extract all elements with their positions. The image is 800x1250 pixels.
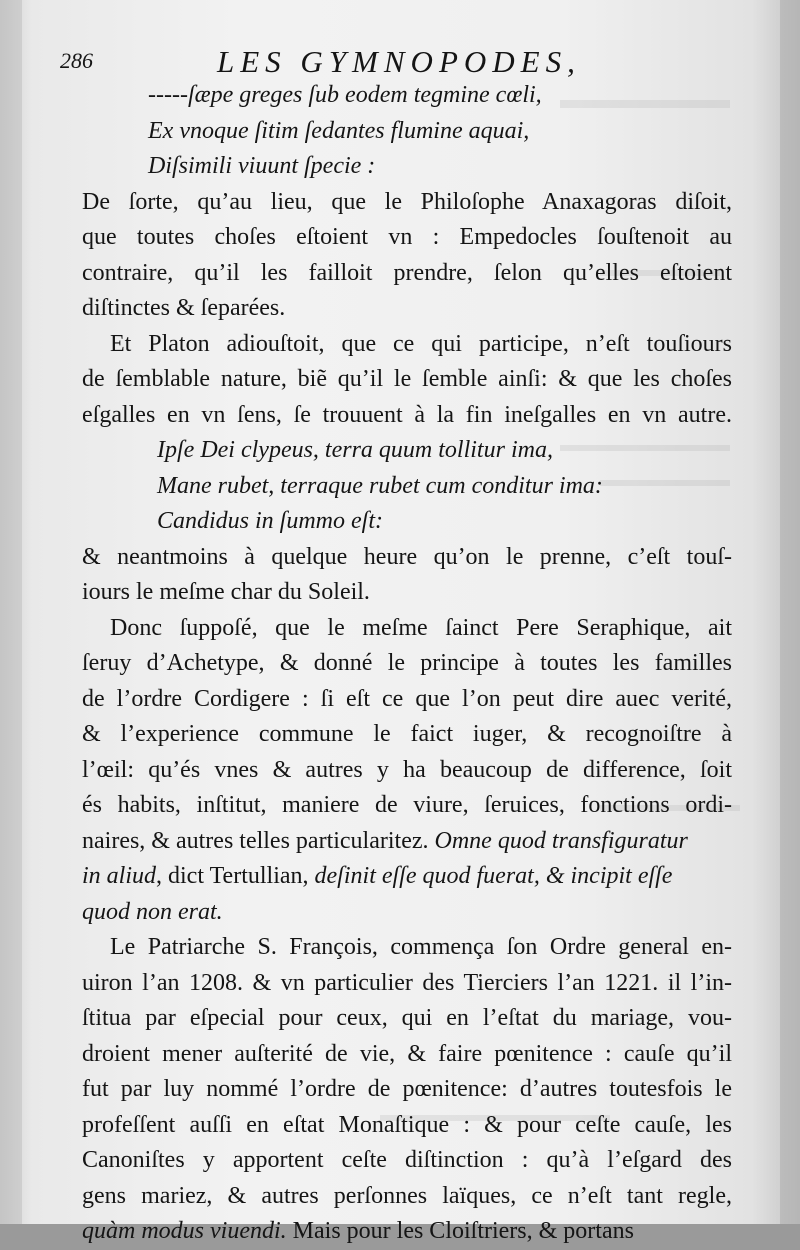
latin-quote: deſinit eſſe quod fuerat, & incipit eſſe bbox=[314, 863, 673, 889]
body-text bbox=[82, 78, 732, 1250]
text-line: & neantmoins à quelque heure qu’on le prenne, c’eſt touſ- bbox=[82, 543, 732, 570]
text-line: ſtitua par eſpecial pour ceux, qui en l’eſtat du mariage, vou- bbox=[82, 1005, 732, 1031]
text-line: Donc ſuppoſé, que le meſme ſainct Pere Seraphique, ait bbox=[110, 614, 732, 641]
text-line bbox=[82, 859, 732, 895]
text-line: profeſſent auſſi en eſtat Monaſtique : & pour ceſte cauſe, les bbox=[82, 1111, 732, 1138]
running-head: LES GYMNOPODES, bbox=[217, 44, 581, 79]
text-line: de l’ordre Cordigere : ſi eſt ce que l’on peut dire auec verité, bbox=[82, 685, 732, 712]
text-line: eſgalles en vn ſens, ſe trouuent à la fin ineſgalles en vn autre. bbox=[82, 401, 732, 428]
text-line: de ſemblable nature, biẽ qu’il le ſemble ainſi: & que les choſes bbox=[82, 366, 732, 392]
page-number: 286 bbox=[60, 48, 93, 73]
text-line bbox=[82, 1214, 732, 1250]
text-line: De ſorte, qu’au lieu, que le Philoſophe Anaxagoras diſoit, bbox=[82, 188, 732, 215]
text-line: droient mener auſterité de vie, & faire pœnitence : cauſe qu’il bbox=[82, 1040, 732, 1067]
latin-quote: in aliud bbox=[82, 863, 157, 889]
verse-line: Mane rubet, terraque rubet cum conditur ima: bbox=[157, 472, 603, 499]
text-line: & l’experience commune le faict iuger, & recognoiſtre à bbox=[82, 721, 732, 747]
text-line: quod non erat. bbox=[82, 898, 223, 925]
latin-quote: Omne quod transfiguratur bbox=[434, 827, 688, 854]
text-line: uiron l’an 1208. & vn particulier des Tierciers l’an 1221. il l’in- bbox=[82, 969, 732, 996]
text-line: gens mariez, & autres perſonnes laïques, ce n’eſt tant regle, bbox=[82, 1182, 732, 1209]
text-run: naires, & autres telles particularitez. bbox=[82, 827, 429, 854]
text-line: diſtinctes & ſeparées. bbox=[82, 295, 286, 321]
text-line: contraire, qu’il les failloit prendre, ſelon qu’elles eſtoient bbox=[82, 259, 732, 286]
verse-line: Candidus in ſummo eſt: bbox=[157, 508, 383, 534]
verse-line: Diſsimili viuunt ſpecie : bbox=[148, 153, 376, 179]
text-run: Mais pour les Cloiſtriers, & portans bbox=[292, 1218, 634, 1244]
text-line: Canoniſtes y apportent ceſte diſtinction : qu’à l’eſgard des bbox=[82, 1147, 732, 1173]
latin-quote: quàm modus viuendi. bbox=[82, 1218, 287, 1244]
text-line: Le Patriarche S. François, commença ſon Ordre general en- bbox=[110, 934, 732, 960]
text-line: que toutes choſes eſtoient vn : Empedocles ſouſtenoit au bbox=[82, 224, 732, 250]
text-line: l’œil: qu’és vnes & autres y ha beaucoup de difference, ſoit bbox=[82, 756, 732, 783]
verse-line: Ipſe Dei clypeus, terra quum tollitur ima, bbox=[157, 437, 553, 463]
verse-line: Ex vnoque ſitim ſedantes flumine aquai, bbox=[148, 117, 530, 144]
text-line: iours le meſme char du Soleil. bbox=[82, 579, 370, 605]
text-line: és habits, inſtitut, maniere de viure, ſeruices, fonctions ordi- bbox=[82, 792, 732, 818]
text-line: ſeruy d’Achetype, & donné le principe à toutes les familles bbox=[82, 650, 732, 676]
text-line bbox=[82, 824, 732, 860]
verse-line: -----ſæpe greges ſub eodem tegmine cœli, bbox=[148, 82, 542, 108]
text-run: , dict Tertullian, bbox=[156, 863, 309, 889]
text-line: Et Platon adiouſtoit, que ce qui participe, n’eſt touſiours bbox=[110, 330, 732, 357]
text-line: fut par luy nommé l’ordre de pœnitence: d’autres toutesfois le bbox=[82, 1076, 732, 1102]
